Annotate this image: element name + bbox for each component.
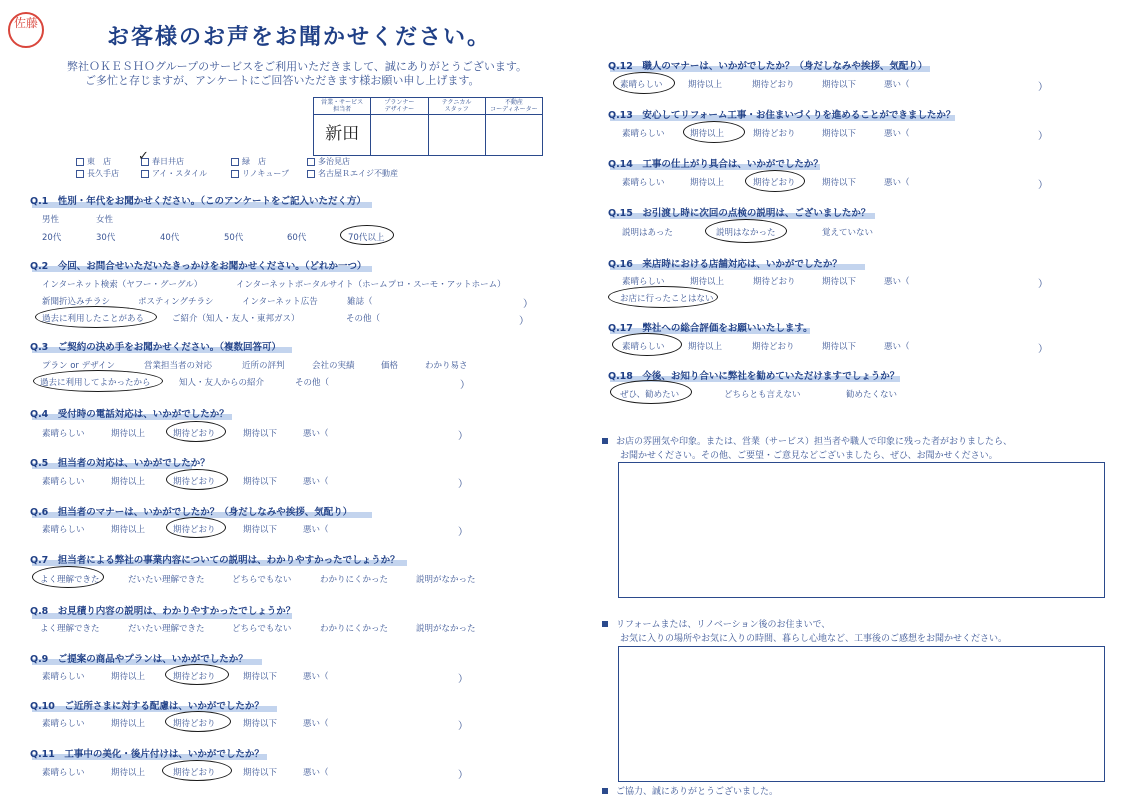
option[interactable]: 覚えていない <box>822 228 874 238</box>
seal-stamp <box>8 12 44 48</box>
option[interactable]: どちらとも言えない <box>724 390 801 400</box>
feedback-2-line-2: お気に入りの場所やお気に入りの時間、暮らし心地など、工事後のご感想をお聞かせください。 <box>620 634 1008 644</box>
option[interactable]: 素晴らしい <box>42 768 85 778</box>
selection-circle <box>166 421 226 442</box>
option[interactable]: 期待以上 <box>111 525 146 535</box>
option[interactable]: 期待以上 <box>111 672 146 682</box>
option[interactable]: 営業担当者の対応 <box>144 361 213 371</box>
store-option[interactable]: アイ・スタイル <box>141 168 207 179</box>
question-label: Q.1 性別・年代をお聞かせください。（このアンケートをご記入いただく方） <box>30 196 366 207</box>
bullet-square-icon <box>602 621 608 627</box>
selection-circle <box>613 72 675 94</box>
staff-col-sales <box>314 98 371 155</box>
seal-text: 佐藤 <box>13 16 38 30</box>
page-title: お客様のお声をお聞かせください。 <box>107 25 492 50</box>
store-option[interactable]: 緑 店 <box>231 156 266 167</box>
option[interactable]: 期待以上 <box>690 129 725 139</box>
option[interactable]: 素晴らしい <box>42 719 85 729</box>
selection-circle <box>166 469 228 490</box>
paren-close: ） <box>458 721 468 732</box>
option[interactable]: 悪い（ <box>303 719 329 729</box>
intro-line-1: 弊社ＯＫＥＳＨＯグループのサービスをご利用いただきまして、誠にありがとうございます。 <box>67 60 528 73</box>
option[interactable]: インターネット検索（ヤフー・グーグル） <box>42 280 203 290</box>
option[interactable]: インターネットポータルサイト（ホームプロ・スーモ・アットホーム） <box>236 280 506 290</box>
option[interactable]: 期待以下 <box>822 80 857 90</box>
selection-circle <box>165 664 229 685</box>
store-option[interactable]: 多治見店 <box>307 156 350 167</box>
feedback-1-line-1: お店の雰囲気や印象。または、営業（サービス）担当者や職人で印象に残った者がおりましたら、 <box>602 434 1012 447</box>
question-label: Q.17 弊社への総合評価をお願いいたします。 <box>608 323 813 334</box>
option[interactable]: 期待以上 <box>690 178 725 188</box>
feedback-1-textbox[interactable] <box>618 462 1105 598</box>
selection-circle <box>162 760 232 781</box>
option[interactable]: 期待どおり <box>173 477 216 487</box>
question-label: Q.11 工事中の美化・後片付けは、いかがでしたか？ <box>30 749 264 760</box>
option[interactable]: どちらでもない <box>232 575 292 585</box>
question-label: Q.10 ご近所さまに対する配慮は、いかがでしたか？ <box>30 701 264 712</box>
staff-col-realestate <box>486 98 542 155</box>
selection-circle <box>745 170 805 192</box>
option[interactable]: 70代以上 <box>348 233 385 243</box>
option[interactable]: 説明はあった <box>622 228 673 238</box>
paren-close: ） <box>1038 279 1048 290</box>
option[interactable]: 過去に利用してよかったから <box>40 378 151 388</box>
option[interactable]: 期待以下 <box>243 768 278 778</box>
option[interactable]: 期待どおり <box>173 719 216 729</box>
option[interactable]: 期待以上 <box>111 477 146 487</box>
paren-close: ） <box>458 674 468 685</box>
option[interactable]: だいたい理解できた <box>128 575 205 585</box>
option[interactable]: 悪い（ <box>303 525 329 535</box>
option[interactable]: その他（ <box>346 314 381 324</box>
option[interactable]: 期待以下 <box>243 525 278 535</box>
option[interactable]: 価格 <box>381 361 399 371</box>
question-label: Q.8 お見積り内容の説明は、わかりやすかったでしょうか？ <box>30 606 296 617</box>
option[interactable]: 知人・友人からの紹介 <box>179 378 265 388</box>
question-label: Q.13 安心してリフォーム工事・お住まいづくりを進めることができましたか？ <box>608 110 956 121</box>
staff-col-planner <box>371 98 428 155</box>
selection-circle <box>33 370 163 392</box>
paren-close: ） <box>1038 82 1048 93</box>
footer-thanks: ご協力、誠にありがとうございました。 <box>602 784 778 797</box>
selection-circle <box>683 121 745 143</box>
question-label: Q.7 担当者による弊社の事業内容についての説明は、わかりやすかったでしょうか？ <box>30 555 400 566</box>
option[interactable]: 期待以下 <box>822 129 857 139</box>
option[interactable]: インターネット広告 <box>242 297 318 307</box>
option[interactable]: 過去に利用したことがある <box>42 314 145 324</box>
paren-close: ） <box>458 770 468 781</box>
question-label: Q.5 担当者の対応は、いかがでしたか？ <box>30 458 210 469</box>
question-label: Q.14 工事の仕上がり具合は、いかがでしたか？ <box>608 159 823 170</box>
option[interactable]: 悪い（ <box>303 429 329 439</box>
option[interactable]: 期待どおり <box>173 768 216 778</box>
paren-close: ） <box>1038 180 1048 191</box>
option[interactable]: 60代 <box>287 233 307 243</box>
selection-circle <box>612 333 682 356</box>
option[interactable]: 悪い（ <box>884 80 910 90</box>
staff-header: 担当者 <box>333 106 352 113</box>
option[interactable]: 悪い（ <box>303 477 329 487</box>
selection-circle <box>35 306 157 328</box>
check-mark-icon: ✓ <box>138 149 149 164</box>
staff-table <box>313 97 543 156</box>
option[interactable]: わかり易さ <box>425 361 468 371</box>
staff-header: デザイナー <box>384 106 415 113</box>
option[interactable]: 悪い（ <box>884 277 910 287</box>
option[interactable]: ポスティングチラシ <box>138 297 214 307</box>
option[interactable]: 期待以下 <box>243 429 278 439</box>
paren-close: ） <box>458 527 468 538</box>
paren-close: ） <box>1038 131 1048 142</box>
option[interactable]: 20代 <box>42 233 62 243</box>
feedback-1-line-2: お聞かせください。その他、ご要望・ご意見などございましたら、ぜひ、お聞かせください。 <box>620 451 998 461</box>
option[interactable]: 期待どおり <box>173 525 216 535</box>
option[interactable]: どちらでもない <box>232 624 292 634</box>
question-label: Q.12 職人のマナーは、いかがでしたか？（身だしなみや挨拶、気配り） <box>608 61 928 72</box>
feedback-2-textbox[interactable] <box>618 646 1105 782</box>
option[interactable]: 40代 <box>160 233 180 243</box>
staff-value-planner[interactable] <box>371 115 427 119</box>
option[interactable]: 期待以下 <box>243 672 278 682</box>
option[interactable]: 期待以上 <box>111 768 146 778</box>
option[interactable]: 悪い（ <box>884 129 910 139</box>
store-option[interactable]: 春日井店 <box>141 156 184 167</box>
option[interactable]: 悪い（ <box>303 672 329 682</box>
option[interactable]: 期待どおり <box>173 672 216 682</box>
paren-close: ） <box>458 479 468 490</box>
staff-header: プランナー <box>384 99 415 106</box>
option[interactable]: 期待以下 <box>822 178 857 188</box>
selection-circle <box>166 517 226 538</box>
option[interactable]: ぜひ、勧めたい <box>620 390 680 400</box>
option[interactable]: 期待どおり <box>753 277 796 287</box>
option[interactable]: 女性 <box>96 215 114 225</box>
option[interactable]: 男性 <box>42 215 60 225</box>
store-option[interactable]: リノキューブ <box>231 168 289 179</box>
question-label: Q.16 来店時における店舗対応は、いかがでしたか？ <box>608 259 842 270</box>
option[interactable]: プラン or デザイン <box>42 361 116 371</box>
bullet-square-icon <box>602 788 608 794</box>
option[interactable]: わかりにくかった <box>320 575 389 585</box>
option[interactable]: 素晴らしい <box>620 80 663 90</box>
option[interactable]: 期待以上 <box>688 342 723 352</box>
option[interactable]: 素晴らしい <box>622 342 665 352</box>
staff-value-technical[interactable] <box>429 115 485 119</box>
staff-header: 営業・サービス <box>321 99 364 106</box>
question-label: Q.18 今後、お知り合いに弊社を勧めていただけますでしょうか？ <box>608 371 900 382</box>
option[interactable]: 素晴らしい <box>42 477 85 487</box>
option[interactable]: 悪い（ <box>884 342 910 352</box>
option[interactable]: 期待どおり <box>752 342 795 352</box>
paren-close: ） <box>460 380 470 391</box>
option[interactable]: 勧めたくない <box>846 390 898 400</box>
option[interactable]: 期待以上 <box>111 719 146 729</box>
option[interactable]: わかりにくかった <box>320 624 389 634</box>
store-option[interactable]: 東 店 <box>76 156 111 167</box>
option[interactable]: 素晴らしい <box>622 178 665 188</box>
option[interactable]: 説明がなかった <box>416 624 476 634</box>
option[interactable]: 悪い（ <box>884 178 910 188</box>
question-label: Q.6 担当者のマナーは、いかがでしたか？（身だしなみや挨拶、気配り） <box>30 507 353 518</box>
staff-header: 不動産 <box>504 99 523 106</box>
staff-value-sales[interactable]: 新田 <box>325 124 360 144</box>
option[interactable]: 説明がなかった <box>416 575 476 585</box>
selection-circle <box>608 286 718 308</box>
option[interactable]: 素晴らしい <box>622 277 665 287</box>
selection-circle <box>610 380 692 404</box>
question-label: Q.4 受付時の電話対応は、いかがでしたか？ <box>30 409 229 420</box>
question-label: Q.15 お引渡し時に次回の点検の説明は、ございましたか？ <box>608 208 871 219</box>
selection-circle <box>165 711 231 732</box>
feedback-2-line-1: リフォームまたは、リノベーション後のお住まいで、 <box>602 617 830 630</box>
store-option[interactable]: 名古屋Ｒエイジ不動産 <box>307 168 398 179</box>
staff-value-realestate[interactable] <box>486 115 542 119</box>
option[interactable]: 期待以下 <box>822 277 857 287</box>
option[interactable]: 説明はなかった <box>716 228 776 238</box>
option[interactable]: 期待以上 <box>111 429 146 439</box>
question-label: Q.3 ご契約の決め手をお聞かせください。（複数回答可） <box>30 342 282 353</box>
option[interactable]: 50代 <box>224 233 244 243</box>
option[interactable]: よく理解できた <box>40 575 100 585</box>
question-label: Q.2 今回、お問合せいただいたきっかけをお聞かせください。（どれか一つ） <box>30 261 367 272</box>
selection-circle <box>340 225 394 245</box>
paren-close: ） <box>519 316 529 327</box>
paren-close: ） <box>458 431 468 442</box>
staff-header: テクニカル <box>441 99 472 106</box>
selection-circle <box>705 219 787 243</box>
staff-header: コーディネーター <box>490 106 538 113</box>
option[interactable]: 期待以下 <box>243 719 278 729</box>
option[interactable]: 新聞折込みチラシ <box>42 297 111 307</box>
option[interactable]: 期待どおり <box>173 429 216 439</box>
option[interactable]: 期待どおり <box>753 178 796 188</box>
staff-col-technical <box>429 98 486 155</box>
option[interactable]: ご紹介（知人・友人・東邦ガス） <box>172 314 300 324</box>
option[interactable]: その他（ <box>295 378 330 388</box>
option[interactable]: 会社の実績 <box>312 361 355 371</box>
paren-close: ） <box>1038 344 1048 355</box>
option[interactable]: 素晴らしい <box>42 429 85 439</box>
bullet-square-icon <box>602 438 608 444</box>
store-option[interactable]: 長久手店 <box>76 168 119 179</box>
option[interactable]: 近所の評判 <box>242 361 285 371</box>
option[interactable]: 期待以上 <box>688 80 723 90</box>
option[interactable]: だいたい理解できた <box>128 624 205 634</box>
option[interactable]: 素晴らしい <box>622 129 665 139</box>
staff-header: スタッフ <box>444 106 469 113</box>
option[interactable]: 素晴らしい <box>42 672 85 682</box>
option[interactable]: 期待以下 <box>822 342 857 352</box>
option[interactable]: 素晴らしい <box>42 525 85 535</box>
option[interactable]: お店に行ったことはない <box>620 294 714 304</box>
option[interactable]: 期待どおり <box>753 129 796 139</box>
intro-line-2: ご多忙と存じますが、アンケートにご回答いただきます様お願い申し上げます。 <box>85 74 480 87</box>
option[interactable]: 雑誌（ <box>347 297 373 307</box>
option[interactable]: 期待以下 <box>243 477 278 487</box>
selection-circle <box>32 566 104 588</box>
option[interactable]: よく理解できた <box>40 624 100 634</box>
option[interactable]: 悪い（ <box>303 768 329 778</box>
option[interactable]: 期待以上 <box>690 277 725 287</box>
paren-close: ） <box>523 299 533 310</box>
question-label: Q.9 ご提案の商品やプランは、いかがでしたか？ <box>30 654 248 665</box>
option[interactable]: 30代 <box>96 233 116 243</box>
option[interactable]: 期待どおり <box>752 80 795 90</box>
